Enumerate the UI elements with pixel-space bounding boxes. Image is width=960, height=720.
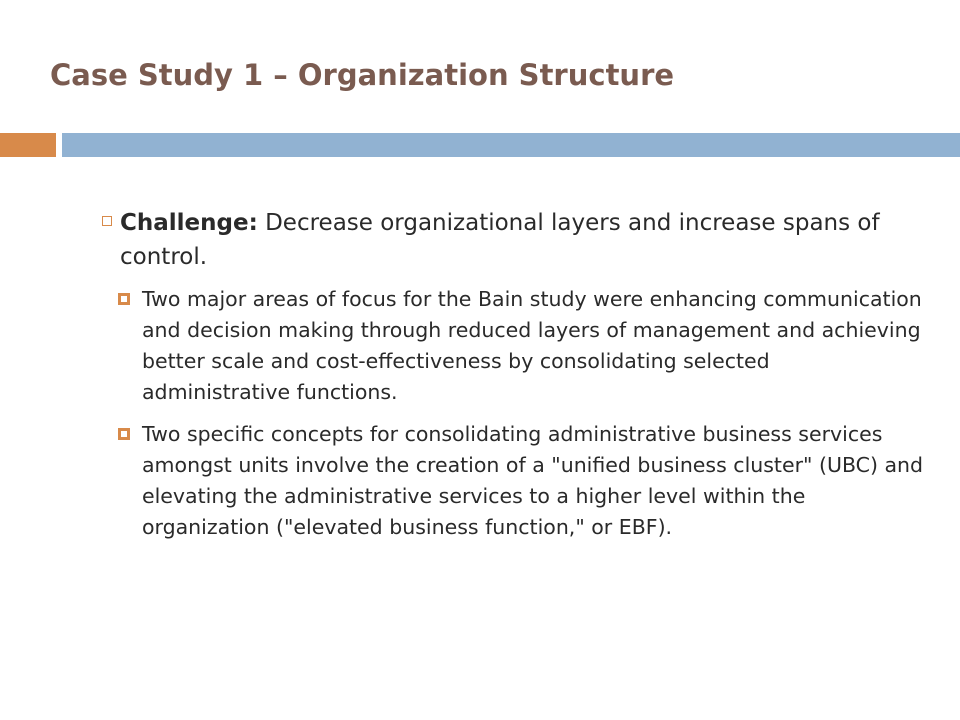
square-bullet-icon <box>118 293 130 305</box>
hollow-square-bullet-icon <box>102 216 112 226</box>
slide-title: Case Study 1 – Organization Structure <box>50 58 675 92</box>
bullet-lead: Challenge: <box>120 210 258 236</box>
slide-body <box>104 206 924 543</box>
sub-bullet-text: Two major areas of focus for the Bain study were enhancing communication and decision making through reduced layers of management and achieving better scale and cost-effectiveness by consolidating selected administrative functions. <box>142 287 922 404</box>
accent-bar-blue <box>62 133 960 157</box>
accent-bar-orange <box>0 133 56 157</box>
sub-bullet-concepts <box>142 419 924 543</box>
bullet-challenge <box>104 206 924 274</box>
bullet-text: Decrease organizational layers and increase spans of control. <box>120 210 880 270</box>
sub-bullet-focus-areas <box>142 284 924 408</box>
sub-bullet-text: Two specific concepts for consolidating administrative business services amongst units involve the creation of a "unified business cluster" (UBC) and elevating the administrative services to a higher level within the organization ("elevated business function," or EBF). <box>142 422 924 539</box>
square-bullet-icon <box>118 428 130 440</box>
